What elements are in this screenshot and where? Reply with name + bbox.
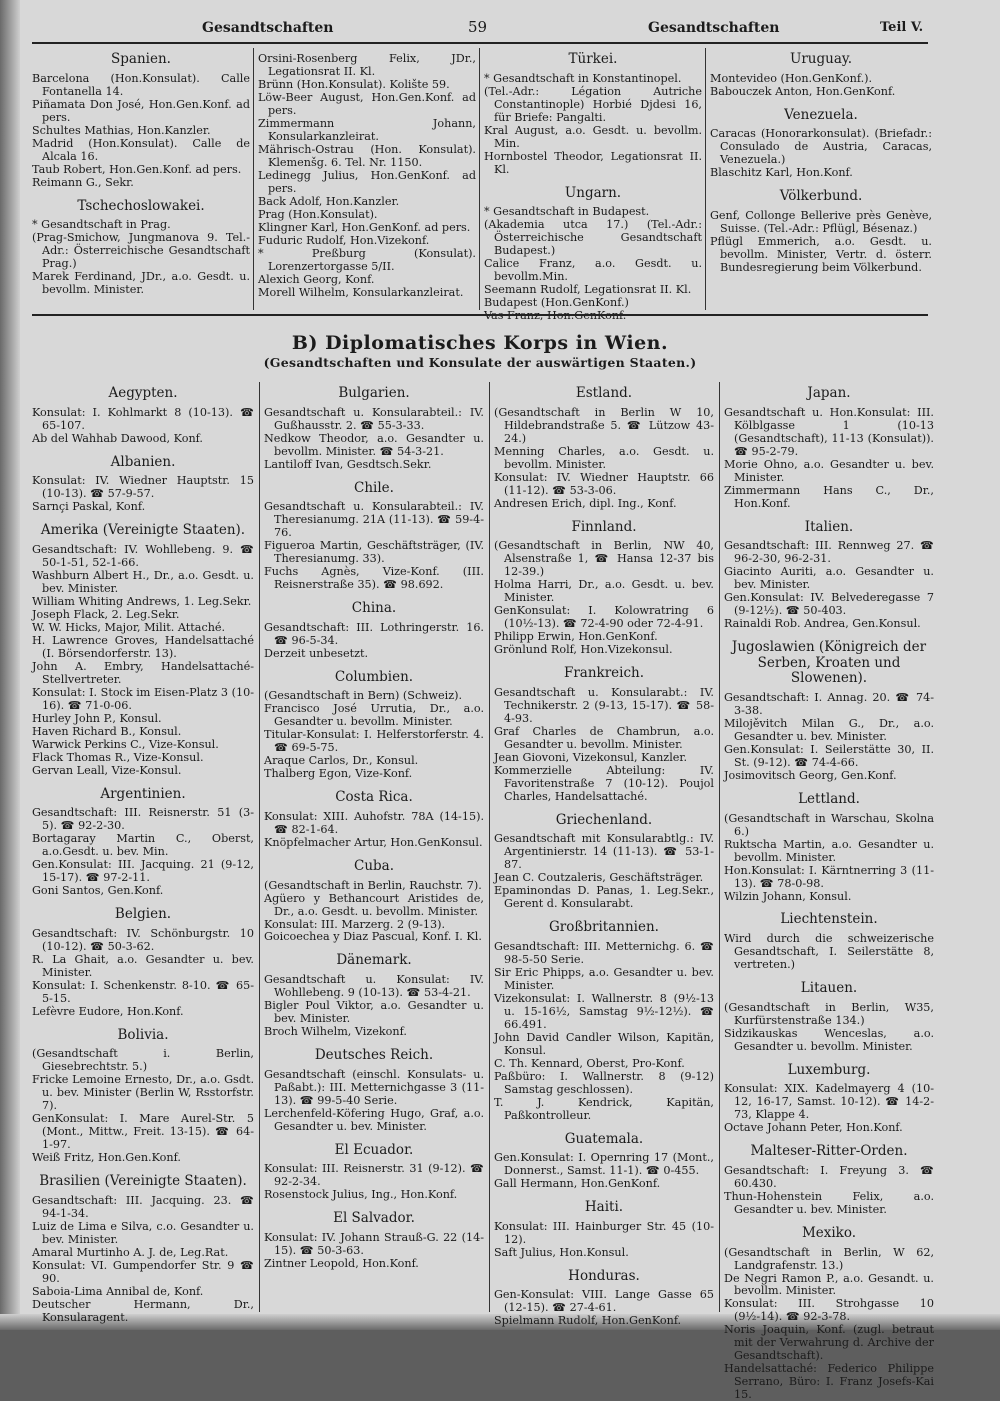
- entry-line: Kommerzielle Abteilung: IV. Favoritenstraße 7 (10-12). Poujol Charles, Handelsattaché.: [494, 763, 714, 803]
- country-heading: Luxemburg.: [787, 1061, 871, 1078]
- entry-line: Barcelona (Hon.Konsulat). Calle Fontanella 14.: [32, 71, 250, 98]
- section-rule: [32, 314, 928, 316]
- entry-line: Gen.Konsulat: III. Jacquing. 21 (9-12, 15-17). ☎ 97-2-11.: [32, 858, 254, 885]
- entry-line: Saft Julius, Hon.Konsul.: [494, 1245, 629, 1259]
- country-heading: Italien.: [804, 518, 854, 535]
- entry-line: Morie Ohno, a.o. Gesandter u. bev. Minister.: [724, 457, 934, 484]
- country-heading: Liechtenstein.: [780, 911, 878, 928]
- entry-line: Haven Richard B., Konsul.: [32, 724, 182, 738]
- country-heading: Tschechoslowakei.: [77, 197, 205, 214]
- entry-line: Paßbüro: I. Wallnerstr. 8 (9-12) Samstag geschlossen).: [494, 1069, 714, 1096]
- country-heading: Finnland.: [571, 518, 637, 535]
- entry-line: Epaminondas D. Panas, 1. Leg.Sekr., Gerent d. Konsularabt.: [494, 884, 714, 911]
- country-heading: Haiti.: [584, 1199, 624, 1216]
- entry-line: Konsulat: III. Hainburger Str. 45 (10-12).: [494, 1219, 714, 1246]
- entry-line: Washburn Albert H., Dr., a.o. Gesdt. u. bev. Minister.: [32, 568, 254, 595]
- top-col-2: [258, 52, 476, 299]
- entry-line: GenKonsulat: I. Kolowratring 6 (10½-13). ☎ 72-4-90 oder 72-4-91.: [494, 604, 714, 631]
- entry-line: Gervan Leall, Vize-Konsul.: [32, 763, 182, 777]
- entry-line: Holma Harri, Dr., a.o. Gesdt. u. bev. Minister.: [494, 578, 714, 605]
- entry-line: De Negri Ramon P., a.o. Gesandt. u. bevollm. Minister.: [724, 1271, 934, 1298]
- entry-line: Goni Santos, Gen.Konf.: [32, 884, 164, 898]
- entry-line: Seemann Rudolf, Legationsrat II. Kl.: [484, 283, 692, 297]
- entry-line: Gesandtschaft u. Konsulat: IV. Wohllebeng. 9 (10-13). ☎ 53-4-21.: [264, 973, 484, 1000]
- entry-line: Fuduric Rudolf, Hon.Vizekonf.: [258, 233, 430, 247]
- entry-line: Philipp Erwin, Hon.GenKonf.: [494, 630, 658, 644]
- country-heading: Jugoslawien (Königreich der Serben, Kroaten und Slowenen).: [731, 639, 927, 687]
- country-heading: Aegypten.: [108, 385, 178, 401]
- entry-line: Konsulat: III. Marzerg. 2 (9-13).: [264, 917, 446, 931]
- entry-line: (Prag-Smichow, Jungmanova 9. Tel.-Adr.: Österreichische Gesandtschaft Prag.): [32, 231, 250, 271]
- top-col-4: [710, 50, 932, 274]
- entry-line: Taub Robert, Hon.Gen.Konf. ad pers.: [32, 162, 242, 176]
- country-heading: Cuba.: [353, 857, 394, 874]
- entry-line: (Gesandtschaft in Berlin, W35, Kurfürstenstraße 134.): [724, 1000, 934, 1027]
- country-heading: Estland.: [575, 385, 633, 401]
- entry-line: Marek Ferdinand, JDr., a.o. Gesdt. u. bevollm. Minister.: [32, 270, 250, 297]
- entry-line: Lefèvre Eudore, Hon.Konf.: [32, 1004, 184, 1018]
- entry-line: Vizekonsulat: I. Wallnerstr. 8 (9½-13 u. 15-16½, Samstag 9½-12½). ☎ 66.491.: [494, 991, 714, 1031]
- country-heading: Griechenland.: [555, 811, 653, 828]
- entry-line: Piñamata Don José, Hon.Gen.Konf. ad pers.: [32, 97, 250, 124]
- entry-line: Konsulat: III. Reisnerstr. 31 (9-12). ☎ 92-2-34.: [264, 1162, 484, 1189]
- entry-line: Babouczek Anton, Hon.GenKonf.: [710, 84, 896, 98]
- country-heading: Chile.: [354, 479, 394, 496]
- entry-line: Back Adolf, Hon.Kanzler.: [258, 194, 400, 208]
- entry-line: Andresen Erich, dipl. Ing., Konf.: [494, 496, 677, 510]
- country-heading: Guatemala.: [564, 1130, 644, 1147]
- entry-line: Amaral Murtinho A. J. de, Leg.Rat.: [32, 1245, 229, 1259]
- entry-line: Grönlund Rolf, Hon.Vizekonsul.: [494, 643, 673, 657]
- entry-line: Rosenstock Julius, Ing., Hon.Konf.: [264, 1188, 458, 1202]
- entry-line: John A. Embry, Handelsattaché-Stellvertreter.: [32, 659, 254, 686]
- entry-line: Ruktscha Martin, a.o. Gesandter u. bevollm. Minister.: [724, 837, 934, 864]
- entry-line: John David Candler Wilson, Kapitän, Konsul.: [494, 1030, 714, 1057]
- entry-line: Gesandtschaft (einschl. Konsulats- u. Paßabt.): III. Metternichgasse 3 (11-13). ☎ 99-5-40 Serie.: [264, 1067, 484, 1107]
- entry-line: Goicoechea y Diaz Pascual, Konf. I. Kl.: [264, 930, 482, 944]
- entry-line: Caracas (Honorarkonsulat). (Briefadr.: Consulado de Austria, Caracas, Venezuela.): [710, 127, 932, 167]
- entry-line: (Gesandtschaft in Berlin W 10, Hildebrandstraße 5. ☎ Lützow 43-24.): [494, 405, 714, 445]
- entry-line: Milojěvitch Milan G., Dr., a.o. Gesandter u. bev. Minister.: [724, 717, 934, 743]
- entry-line: Fricke Lemoine Ernesto, Dr., a.o. Gsdt. u. bev. Minister (Berlin W, Rsstorfstr. 7).: [32, 1073, 254, 1113]
- entry-line: Gesandtschaft: III. Jacquing. 23. ☎ 94-1-34.: [32, 1193, 254, 1220]
- running-head-left: Gesandtschaften: [202, 20, 334, 36]
- country-heading: Costa Rica.: [335, 789, 413, 806]
- entry-line: Gesandtschaft: IV. Wohllebeng. 9. ☎ 50-1-51, 52-1-66.: [32, 542, 254, 569]
- entry-line: Konsulat: I. Stock im Eisen-Platz 3 (10-16). ☎ 71-0-06.: [32, 685, 254, 712]
- entry-line: Sidzikauskas Wenceslas, a.o. Gesandter u. bevollm. Minister.: [724, 1026, 934, 1053]
- entry-line: * Gesandtschaft in Budapest.: [484, 205, 650, 219]
- entry-line: Calice Franz, a.o. Gesdt. u. bevollm.Min.: [484, 257, 702, 284]
- entry-line: Genf, Collonge Bellerive près Genève, Suisse. (Tel.-Adr.: Pflügl, Bésenaz.): [710, 208, 932, 235]
- country-heading: Bulgarien.: [338, 385, 410, 401]
- entry-line: (Gesandtschaft in Berlin, W 62, Landgrafenstr. 13.): [724, 1245, 934, 1272]
- country-heading: Malteser-Ritter-Orden.: [750, 1143, 908, 1160]
- entry-line: Menning Charles, a.o. Gesdt. u. bevollm. Minister.: [494, 444, 714, 471]
- header-rule: [32, 42, 928, 44]
- entry-line: Reimann G., Sekr.: [32, 175, 134, 189]
- entry-line: Konsulat: I. Schenkenstr. 8-10. ☎ 65-5-15.: [32, 978, 254, 1005]
- bottom-col-3: [494, 384, 714, 1327]
- entry-line: Sir Eric Phipps, a.o. Gesandter u. bev. Minister.: [494, 965, 714, 992]
- entry-line: Gesandtschaft mit Konsularabtlg.: IV. Argentinierstr. 14 (11-13). ☎ 53-1-87.: [494, 832, 714, 872]
- entry-line: * Gesandtschaft in Konstantinopel.: [484, 71, 682, 85]
- top-col-3: [484, 50, 702, 322]
- country-heading: Frankreich.: [563, 665, 645, 682]
- entry-line: Konsulat: III. Strohgasse 10 (9½-14). ☎ 92-3-78.: [724, 1297, 934, 1324]
- entry-line: Madrid (Hon.Konsulat). Calle de Alcala 16.: [32, 136, 250, 163]
- entry-line: Wilzin Johann, Konsul.: [724, 889, 852, 903]
- entry-line: Morell Wilhelm, Konsularkanzleirat.: [258, 285, 464, 299]
- column-rule: [719, 382, 720, 1312]
- entry-line: Pflügl Emmerich, a.o. Gesdt. u. bevollm. Minister, Vertr. d. österr. Bundesregierung beim Völkerbund.: [710, 234, 932, 274]
- entry-line: Lerchenfeld-Köfering Hugo, Graf, a.o. Gesandter u. bev. Minister.: [264, 1106, 484, 1133]
- entry-line: Giacinto Auriti, a.o. Gesandter u. bev. Minister.: [724, 565, 934, 592]
- entry-line: Jean Giovoni, Vizekonsul, Kanzler.: [494, 750, 688, 764]
- entry-line: * Preßburg (Konsulat). Lorenzertorgasse 5/II.: [258, 246, 476, 273]
- top-col-1: [32, 50, 250, 296]
- entry-line: Gen.Konsulat: IV. Belvederegasse 7 (9-12½). ☎ 50-403.: [724, 591, 934, 618]
- entry-line: Gesandtschaft u. Konsularabteil.: IV. Theresianumg. 21A (11-13). ☎ 59-4-76.: [264, 500, 484, 540]
- entry-line: (Gesandtschaft in Bern) (Schweiz).: [264, 689, 463, 703]
- entry-line: Graf Charles de Chambrun, a.o. Gesandter u. bevollm. Minister.: [494, 724, 714, 751]
- entry-line: Flack Thomas R., Vize-Konsul.: [32, 750, 204, 764]
- entry-line: Konsulat: IV. Johann Strauß-G. 22 (14-15). ☎ 50-3-63.: [264, 1230, 484, 1257]
- entry-line: Knöpfelmacher Artur, Hon.GenKonsul.: [264, 835, 483, 849]
- entry-line: Montevideo (Hon.GenKonf.).: [710, 71, 873, 85]
- country-heading: El Ecuador.: [334, 1141, 414, 1158]
- bottom-col-2: [264, 384, 484, 1270]
- entry-line: Zimmermann Hans C., Dr., Hon.Konf.: [724, 483, 934, 510]
- entry-line: Prag (Hon.Konsulat).: [258, 207, 378, 221]
- entry-line: Gesandtschaft: III. Reisnerstr. 51 (3-5). ☎ 92-2-30.: [32, 806, 254, 833]
- entry-line: Gesandtschaft: I. Annag. 20. ☎ 74-3-38.: [724, 691, 934, 718]
- entry-line: Gesandtschaft u. Konsularabteil.: IV. Gußhausstr. 2. ☎ 55-3-33.: [264, 405, 484, 432]
- country-heading: Amerika (Vereinigte Staaten).: [40, 522, 246, 539]
- entry-line: Gen.Konsulat: I. Opernring 17 (Mont., Donnerst., Samst. 11-1). ☎ 0-455.: [494, 1151, 714, 1178]
- entry-line: Saboia-Lima Annibal de, Konf.: [32, 1284, 204, 1298]
- country-heading: Großbritannien.: [549, 919, 659, 936]
- entry-line: Gesandtschaft u. Konsularabt.: IV. Technikerstr. 2 (9-13, 15-17). ☎ 58-4-93.: [494, 685, 714, 725]
- entry-line: Hurley John P., Konsul.: [32, 711, 162, 725]
- entry-line: Bigler Poul Viktor, a.o. Gesandter u. bev. Minister.: [264, 999, 484, 1026]
- entry-line: (Akademia utca 17.) (Tel.-Adr.: Österreichische Gesandtschaft Budapest.): [484, 218, 702, 258]
- entry-line: Ab del Wahhab Dawood, Konf.: [32, 431, 203, 445]
- entry-line: Rainaldi Rob. Andrea, Gen.Konsul.: [724, 617, 921, 631]
- scan-edge-left: [0, 0, 20, 1330]
- bottom-col-1: [32, 384, 254, 1324]
- entry-line: William Whiting Andrews, 1. Leg.Sekr.: [32, 594, 252, 608]
- country-heading: Litauen.: [800, 980, 858, 997]
- entry-line: Löw-Beer August, Hon.Gen.Konf. ad pers.: [258, 90, 476, 117]
- entry-line: (Gesandtschaft in Warschau, Skolna 6.): [724, 811, 934, 838]
- entry-line: Nedkow Theodor, a.o. Gesandter u. bevollm. Minister. ☎ 54-3-21.: [264, 431, 484, 458]
- entry-line: Octave Johann Peter, Hon.Konf.: [724, 1121, 903, 1135]
- entry-line: Gen-Konsulat: VIII. Lange Gasse 65 (12-15). ☎ 27-4-61.: [494, 1288, 714, 1315]
- entry-line: Derzeit unbesetzt.: [264, 646, 369, 660]
- entry-line: Gesandtschaft: IV. Schönburgstr. 10 (10-12). ☎ 50-3-62.: [32, 926, 254, 953]
- country-heading: Dänemark.: [336, 952, 412, 969]
- entry-line: Broch Wilhelm, Vizekonf.: [264, 1025, 407, 1039]
- entry-line: Araque Carlos, Dr., Konsul.: [264, 754, 419, 768]
- entry-line: Thalberg Egon, Vize-Konf.: [264, 767, 413, 781]
- entry-line: Gesandtschaft: III. Lothringerstr. 16. ☎ 96-5-34.: [264, 620, 484, 647]
- entry-line: Fuchs Agnès, Vize-Konf. (III. Reisnerstraße 35). ☎ 98.692.: [264, 565, 484, 592]
- country-heading: Lettland.: [798, 790, 860, 807]
- country-heading: Völkerbund.: [779, 188, 863, 205]
- entry-line: W. W. Hicks, Major, Milit. Attaché.: [32, 620, 226, 634]
- entry-line: Konsulat: VI. Gumpendorfer Str. 9 ☎ 90.: [32, 1258, 254, 1285]
- country-heading: Columbien.: [334, 668, 414, 685]
- column-rule: [253, 48, 254, 310]
- entry-line: Schultes Mathias, Hon.Kanzler.: [32, 123, 211, 137]
- entry-line: * Gesandtschaft in Prag.: [32, 218, 171, 232]
- country-heading: Bolivia.: [117, 1026, 169, 1043]
- entry-line: Gesandtschaft u. Hon.Konsulat: III. Kölblgasse 1 (10-13 (Gesandtschaft), 11-13 (Konsulat)). ☎ 95-2-79.: [724, 405, 934, 458]
- section-title: B) Diplomatisches Korps in Wien.: [291, 332, 669, 354]
- country-heading: Türkei.: [568, 51, 618, 67]
- country-heading: China.: [351, 600, 397, 617]
- entry-line: (Gesandtschaft in Berlin, NW 40, Alsenstraße 1, ☎ Hansa 12-37 bis 12-39.): [494, 539, 714, 579]
- entry-line: Gen.Konsulat: I. Seilerstätte 30, II. St. (9-12). ☎ 74-4-66.: [724, 742, 934, 769]
- entry-line: Klingner Karl, Hon.GenKonf. ad pers.: [258, 220, 471, 234]
- entry-line: Ledinegg Julius, Hon.GenKonf. ad pers.: [258, 168, 476, 195]
- entry-line: Gesandtschaft: I. Freyung 3. ☎ 60.430.: [724, 1163, 934, 1190]
- entry-line: Wird durch die schweizerische Gesandtschaft, I. Seilerstätte 8, vertreten.): [724, 932, 934, 972]
- page-number: 59: [468, 18, 488, 36]
- entry-line: (Gesandtschaft in Berlin, Rauchstr. 7).: [264, 878, 482, 892]
- running-head-center: Gesandtschaften: [648, 20, 780, 36]
- entry-line: Gesandtschaft: III. Metternichg. 6. ☎ 98-5-50 Serie.: [494, 939, 714, 966]
- country-heading: Deutsches Reich.: [314, 1047, 434, 1064]
- entry-line: Mährisch-Ostrau (Hon. Konsulat). Klemenšg. 6. Tel. Nr. 1150.: [258, 142, 476, 169]
- entry-line: Gall Hermann, Hon.GenKonf.: [494, 1177, 661, 1191]
- entry-line: Konsulat: IV. Wiedner Hauptstr. 66 (11-12). ☎ 53-3-06.: [494, 470, 714, 497]
- entry-line: Konsulat: XIX. Kadelmayerg 4 (10-12, 16-17, Samst. 10-12). ☎ 14-2-73, Klappe 4.: [724, 1082, 934, 1122]
- entry-line: Agüero y Bethancourt Aristides de, Dr., a.o. Gesdt. u. bevollm. Minister.: [264, 891, 484, 918]
- entry-line: Kral August, a.o. Gesdt. u. bevollm. Min.: [484, 123, 702, 150]
- entry-line: Hon.Konsulat: I. Kärntnerring 3 (11-13). ☎ 78-0-98.: [724, 863, 934, 890]
- country-heading: Albanien.: [110, 453, 176, 470]
- entry-line: GenKonsulat: I. Mare Aurel-Str. 5 (Mont., Mittw., Freit. 13-15). ☎ 64-1-97.: [32, 1112, 254, 1152]
- entry-line: Brünn (Hon.Konsulat). Kolište 59.: [258, 77, 450, 91]
- column-rule: [259, 382, 260, 1312]
- country-heading: Honduras.: [568, 1267, 640, 1284]
- country-heading: El Salvador.: [333, 1210, 415, 1227]
- country-heading: Argentinien.: [100, 785, 186, 802]
- entry-line: Handelsattaché: Federico Philippe Serrano, Büro: I. Franz Josefs-Kai 15.: [724, 1362, 934, 1401]
- entry-line: Joseph Flack, 2. Leg.Sekr.: [32, 607, 180, 621]
- bottom-col-4: [724, 384, 934, 1401]
- entry-line: Konsulat: IV. Wiedner Hauptstr. 15 (10-13). ☎ 57-9-57.: [32, 474, 254, 501]
- entry-line: Blaschitz Karl, Hon.Konf.: [710, 166, 853, 180]
- entry-line: (Tel.-Adr.: Légation Autriche Constantinople) Horbié Djdesi 16, für Briefe: Pangalti.: [484, 84, 702, 124]
- column-rule: [489, 382, 490, 1312]
- entry-line: Lantiloff Ivan, Gesdtsch.Sekr.: [264, 457, 432, 471]
- entry-line: Weiß Fritz, Hon.Gen.Konf.: [32, 1151, 181, 1165]
- entry-line: T. J. Kendrick, Kapitän, Paßkontrolleur.: [494, 1095, 714, 1122]
- column-rule: [705, 48, 706, 310]
- entry-line: Orsini-Rosenberg Felix, JDr., Legationsrat II. Kl.: [258, 52, 476, 78]
- entry-line: Spielmann Rudolf, Hon.GenKonf.: [494, 1314, 682, 1328]
- country-heading: Belgien.: [114, 906, 172, 923]
- entry-line: Zintner Leopold, Hon.Konf.: [264, 1256, 419, 1270]
- entry-line: H. Lawrence Groves, Handelsattaché (I. Börsendorferstr. 13).: [32, 633, 254, 660]
- entry-line: Deutscher Hermann, Dr., Konsularagent.: [32, 1297, 254, 1324]
- entry-line: Jean C. Coutzaleris, Geschäftsträger.: [494, 871, 704, 885]
- entry-line: Titular-Konsulat: I. Helferstorferstr. 4. ☎ 69-5-75.: [264, 728, 484, 755]
- entry-line: Bortagaray Martin C., Oberst, a.o.Gesdt. u. bev. Min.: [32, 832, 254, 859]
- entry-line: Alexich Georg, Konf.: [258, 272, 375, 286]
- section-subtitle: (Gesandtschaften und Konsulate der auswärtigen Staaten.): [263, 355, 697, 370]
- column-rule: [479, 48, 480, 310]
- entry-line: R. La Ghait, a.o. Gesandter u. bev. Minister.: [32, 952, 254, 979]
- running-head-right: Teil V.: [880, 20, 924, 35]
- entry-line: Sarnçi Paskal, Konf.: [32, 500, 146, 514]
- entry-line: Gesandtschaft: III. Rennweg 27. ☎ 96-2-30, 96-2-31.: [724, 539, 934, 566]
- country-heading: Japan.: [807, 385, 851, 401]
- entry-line: C. Th. Kennard, Oberst, Pro-Konf.: [494, 1056, 685, 1070]
- country-heading: Mexiko.: [801, 1224, 857, 1241]
- entry-line: Zimmermann Johann, Konsularkanzleirat.: [258, 116, 476, 143]
- entry-line: Warwick Perkins C., Vize-Konsul.: [32, 737, 219, 751]
- country-heading: Uruguay.: [789, 51, 853, 67]
- entry-line: Hornbostel Theodor, Legationsrat II. Kl.: [484, 149, 702, 176]
- entry-line: (Gesandtschaft i. Berlin, Giesebrechtstr. 5.): [32, 1047, 254, 1074]
- country-heading: Brasilien (Vereinigte Staaten).: [39, 1173, 247, 1190]
- entry-line: Josimovitsch Georg, Gen.Konf.: [724, 768, 897, 782]
- entry-line: Thun-Hohenstein Felix, a.o. Gesandter u. bev. Minister.: [724, 1189, 934, 1216]
- country-heading: Ungarn.: [564, 184, 622, 201]
- entry-line: Luiz de Lima e Silva, c.o. Gesandter u. bev. Minister.: [32, 1219, 254, 1246]
- entry-line: Vas Franz, Hon.GenKonf.: [484, 309, 627, 323]
- country-heading: Spanien.: [111, 51, 171, 67]
- entry-line: Budapest (Hon.GenKonf.): [484, 296, 629, 310]
- entry-line: Konsulat: XIII. Auhofstr. 78A (14-15). ☎ 82-1-64.: [264, 809, 484, 836]
- entry-line: Francisco José Urrutia, Dr., a.o. Gesandter u. bevollm. Minister.: [264, 702, 484, 729]
- entry-line: Figueroa Martin, Geschäftsträger, (IV. Theresianumg. 33).: [264, 539, 484, 566]
- entry-line: Konsulat: I. Kohlmarkt 8 (10-13). ☎ 65-107.: [32, 405, 254, 432]
- country-heading: Venezuela.: [784, 106, 858, 123]
- entry-line: Noris Joaquin, Konf. (zugl. betraut mit der Verwahrung d. Archive der Gesandtschaft).: [724, 1323, 934, 1363]
